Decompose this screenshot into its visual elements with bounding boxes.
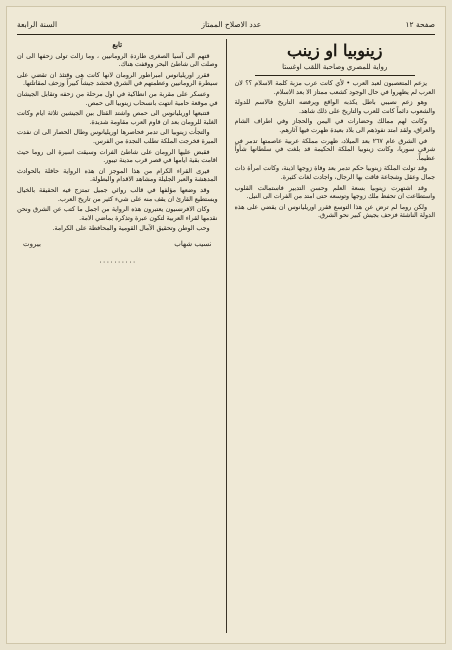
left-column [17, 39, 218, 633]
right-column [235, 39, 436, 633]
article-subtitle: رواية للمصري وصاحبة اللقب اوغستا [282, 63, 388, 71]
year-label: السنة الرابعة [17, 19, 58, 29]
paragraph: فقبض عليها الرومان على شاطئ الفرات وسيقت اسيرة الى روما حيث اقامت بقية ايامها في قصر قرب مدينة تيبور. [17, 148, 218, 165]
paragraph: فتتبعها اوريليانوس الى حمص واشتد القتال بين الجيشين ثلاثة ايام وكانت الغلبة للرومان بعد ان قاوم العرب مقاومة شديدة. [17, 110, 218, 126]
paragraph: ولكن روما لم ترض عن هذا التوسع فقرر اوريليانوس ان يقضي على هذه الدولة الناشئة فزحف بجيش كبير نحو الشرق. [234, 203, 435, 220]
article-columns [17, 39, 435, 633]
paragraph: وقد وضعها مؤلفها في قالب روائي جميل تمتزج فيه الحقيقة بالخيال ويستطيع القارئ ان يقف منه على شيء كثير من تاريخ العرب. [17, 186, 218, 203]
paragraph: يزعم المتعصبون لعبد العرب • لأي كانت عرب مزبة كلمة الاسلام ؟؟ لان العرب لم يظهروا في حال الوجود كشعب ممتاز الا بعد الاسلام. [234, 80, 435, 96]
author-name: نسيب شهاب [174, 239, 212, 248]
paragraph: والتجأت زينوبيا الى تدمر فحاصرها اوريليانوس وطال الحصار الى ان نفدت الميرة فخرجت الملكة تطلب النجدة من الفرس. [17, 129, 218, 145]
paragraph: وعسكر على مقربة من انطاكية في اول مرحلة من زحفه وتقابل الجيشان في موقعة حامية انتهت بانسحاب زينوبيا الى حمص. [17, 90, 218, 107]
signoff [17, 240, 218, 249]
paragraph: فيرى القراء الكرام من هذا الموجز ان هذه الرواية حافلة بالحوادث المدهشة والعبر الجليلة ومشاهد الاقدام والبطولة. [17, 167, 218, 184]
paragraph: وحب الوطن وتحقيق الآمال القومية والمحافظة على الكرامة. [52, 225, 210, 233]
page-header [17, 15, 435, 33]
paragraph: في الشرق عام ٢٦٧ بعد الميلاد، ظهرت مملكة عربية عاصمتها تدمر في شرقي سوريا، وكانت زينوبيا الملكة الحكيمة قد بلغت في سلطانها شأواً عظيماً. [234, 137, 435, 162]
paragraph: وقد تولت الملكة زينوبيا حكم تدمر بعد وفاة زوجها اذينة، وكانت امرأة ذات جمال وعقل وشجاعة فاقت بها الرجال، واجادت لغات كثيرة. [234, 165, 435, 181]
paragraph: وكان الافرنسيون يعتبرون هذه الرواية من اجمل ما كتب عن الشرق ونحن نقدمها لقراء العربية لتكون عبرة وتذكرة بماضي الامة. [17, 206, 218, 222]
ending-ornament: ٠٠٠٠٠٠٠٠٠٠ [98, 258, 137, 267]
header-divider [17, 34, 435, 35]
paragraph: قتهم الى آسيا الصغرى طاردة الرومانيين ، وما زالت تولى زحفها الى ان وصلت الى شاطئ البحر ووقفت هناك. [17, 52, 218, 69]
paragraph: وقد اشتهرت زينوبيا بسعة العلم وحسن التدبير فاستمالت القلوب واستطاعت ان تحفظ ملك زوجها وتوسعه حتى امتد من الفرات الى النيل. [234, 184, 435, 201]
title-divider [255, 75, 416, 76]
newspaper-page [6, 6, 446, 644]
continuation-heading: تابع [112, 40, 123, 49]
paragraph: وكانت لهم ممالك وحضارات في اليمن والحجاز وفي اطراف الشام والعراق، ولقد امتد نفوذهم الى بلاد بعيدة ظهرت فيها آثارهم. [234, 118, 435, 134]
page-number: صفحة ١٢ [405, 19, 435, 29]
issue-title: عدد الاصلاح الممتاز [201, 19, 262, 29]
article-title: زينوبيا او زينب [287, 41, 383, 60]
city-name: بيروت [23, 239, 41, 248]
paragraph: فقرر اوريليانوس امبراطور الرومان لانها كانت هى وقتئذ ان تقضي على سيطرة الرومانيين وعظمتهم في الشرق فحشد جيشاً كبيراً وزحف لمقاتلتها. [17, 71, 218, 88]
paragraph: وهو زعم نصيبي باطل يكذبه الواقع ويرفضه التاريخ فالاسم للدولة والشعوب دائماً كانت للعرب والتاريخ على ذلك شاهد. [234, 99, 435, 115]
column-divider [226, 39, 227, 633]
